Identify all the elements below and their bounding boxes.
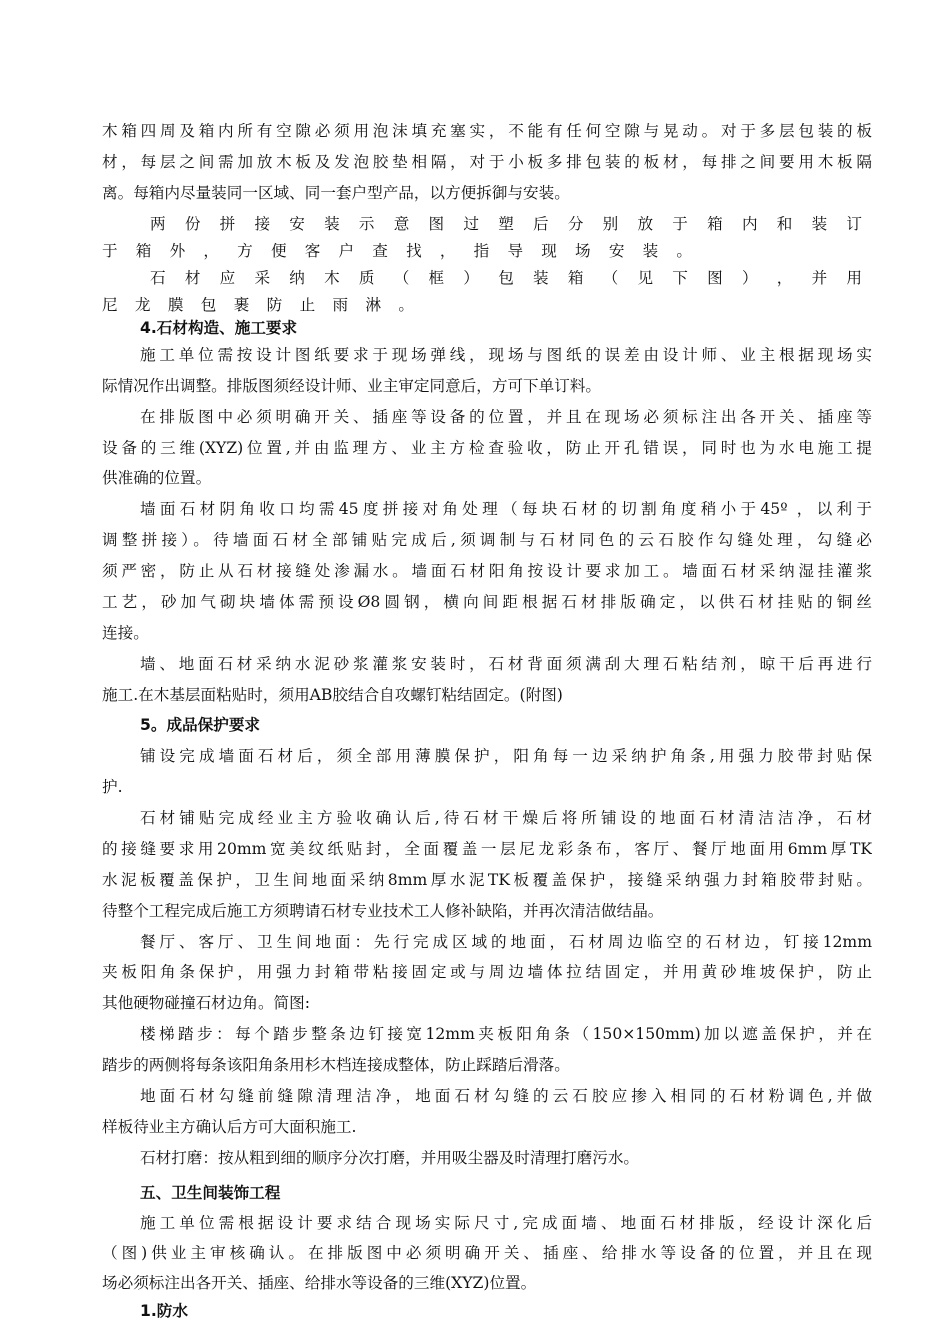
- paragraph-line: 待整个工程完成后施工方须聘请石材专业技术工人修补缺陷，并再次清洁做结晶。: [102, 902, 664, 920]
- paragraph-line: 两 份 拼 接 安 装 示 意 图 过 塑 后 分 别 放 于 箱 内 和 装 订: [150, 215, 862, 233]
- paragraph-line: 际情况作出调整。排版图须经设计师、业主审定同意后，方可下单订料。: [102, 377, 602, 395]
- paragraph-line: 施工单位需根据设计要求结合现场实际尺寸,完成面墙、地面石材排版，经设计深化后: [140, 1214, 872, 1232]
- paragraph-line: 样板待业主方确认后方可大面积施工.: [102, 1118, 357, 1136]
- paragraph-line: 木箱四周及箱内所有空隙必须用泡沫填充塞实，不能有任何空隙与晃动。对于多层包装的板: [102, 122, 872, 140]
- paragraph-line: 于 箱 外 ， 方 便 客 户 查 找 ， 指 导 现 场 安 装 。: [102, 242, 692, 260]
- paragraph-line: 在排版图中必须明确开关、插座等设备的位置，并且在现场必须标注出各开关、插座等: [140, 408, 872, 426]
- paragraph-line: 设备的三维(XYZ)位置,并由监理方、业主方检查验收，防止开孔错误，同时也为水电施工提: [102, 439, 872, 457]
- paragraph-line: 夹板阳角条保护，用强力封箱带粘接固定或与周边墙体拉结固定，并用黄砂堆坡保护，防止: [102, 963, 872, 981]
- section-heading: 5。成品保护要求: [140, 716, 261, 734]
- paragraph-line: 施工单位需按设计图纸要求于现场弹线，现场与图纸的误差由设计师、业主根据现场实: [140, 346, 872, 364]
- paragraph-line: 连接。: [102, 624, 149, 642]
- paragraph-line: 场必须标注出各开关、插座、给排水等设备的三维(XYZ)位置。: [102, 1274, 537, 1292]
- paragraph-line: 其他硬物碰撞石材边角。简图:: [102, 994, 310, 1012]
- section-heading: 五、卫生间装饰工程: [140, 1184, 281, 1202]
- paragraph-line: 石 材 应 采 纳 木 质 （ 框 ） 包 装 箱 （ 见 下 图 ） ， 并 用: [150, 269, 862, 287]
- paragraph-line: 墙面石材阴角收口均需45度拼接对角处理（每块石材的切割角度稍小于45º ，以利于: [140, 500, 872, 518]
- paragraph-line: 石材铺贴完成经业主方验收确认后,待石材干燥后将所铺设的地面石材清洁洁净，石材: [140, 809, 872, 827]
- paragraph-line: 踏步的两侧将每条该阳角条用杉木档连接成整体，防止踩踏后滑落。: [102, 1056, 570, 1074]
- section-heading: 1.防水: [140, 1302, 188, 1320]
- paragraph-line: 护.: [102, 778, 123, 796]
- paragraph-line: 尼 龙 膜 包 裹 防 止 雨 淋 。: [102, 296, 414, 314]
- paragraph-line: 餐厅、客厅、卫生间地面：先行完成区域的地面，石材周边临空的石材边，钉接12mm: [140, 933, 872, 951]
- paragraph-line: 施工.在木基层面粘贴时，须用AB胶结合自攻螺钉粘结固定。(附图): [102, 686, 563, 704]
- paragraph-line: 地面石材勾缝前缝隙清理洁净，地面石材勾缝的云石胶应掺入相同的石材粉调色,并做: [140, 1087, 872, 1105]
- paragraph-line: 的接缝要求用20mm宽美纹纸贴封，全面覆盖一层尼龙彩条布，客厅、餐厅地面用6mm厚TK: [102, 840, 872, 858]
- paragraph-line: 楼梯踏步：每个踏步整条边钉接宽12mm夹板阳角条（150×150mm)加以遮盖保护，并在: [140, 1025, 872, 1043]
- paragraph-line: 墙、地面石材采纳水泥砂浆灌浆安装时，石材背面须满刮大理石粘结剂，晾干后再进行: [140, 655, 872, 673]
- paragraph-line: 须严密，防止从石材接缝处渗漏水。墙面石材阳角按设计要求加工。墙面石材采纳湿挂灌浆: [102, 562, 872, 580]
- paragraph-line: 石材打磨：按从粗到细的顺序分次打磨，并用吸尘器及时清理打磨污水。: [140, 1149, 640, 1167]
- paragraph-line: 材，每层之间需加放木板及发泡胶垫相隔，对于小板多排包装的板材，每排之间要用木板隔: [102, 153, 872, 171]
- paragraph-line: 离。每箱内尽量装同一区域、同一套户型产品，以方便拆御与安装。: [102, 184, 570, 202]
- paragraph-line: 水泥板覆盖保护，卫生间地面采纳8mm厚水泥TK板覆盖保护，接缝采纳强力封箱胶带封贴。: [102, 871, 872, 889]
- paragraph-line: 铺设完成墙面石材后，须全部用薄膜保护，阳角每一边采纳护角条,用强力胶带封贴保: [140, 747, 872, 765]
- paragraph-line: （图)供业主审核确认。在排版图中必须明确开关、插座、给排水等设备的位置，并且在现: [102, 1244, 872, 1262]
- paragraph-line: 供准确的位置。: [102, 469, 212, 487]
- paragraph-line: 调整拼接）。待墙面石材全部铺贴完成后,须调制与石材同色的云石胶作勾缝处理，勾缝必: [102, 531, 872, 549]
- section-heading: 4.石材构造、施工要求: [140, 319, 298, 337]
- paragraph-line: 工艺，砂加气砌块墙体需预设Ø8圆钢，横向间距根据石材排版确定，以供石材挂贴的铜丝: [102, 593, 872, 611]
